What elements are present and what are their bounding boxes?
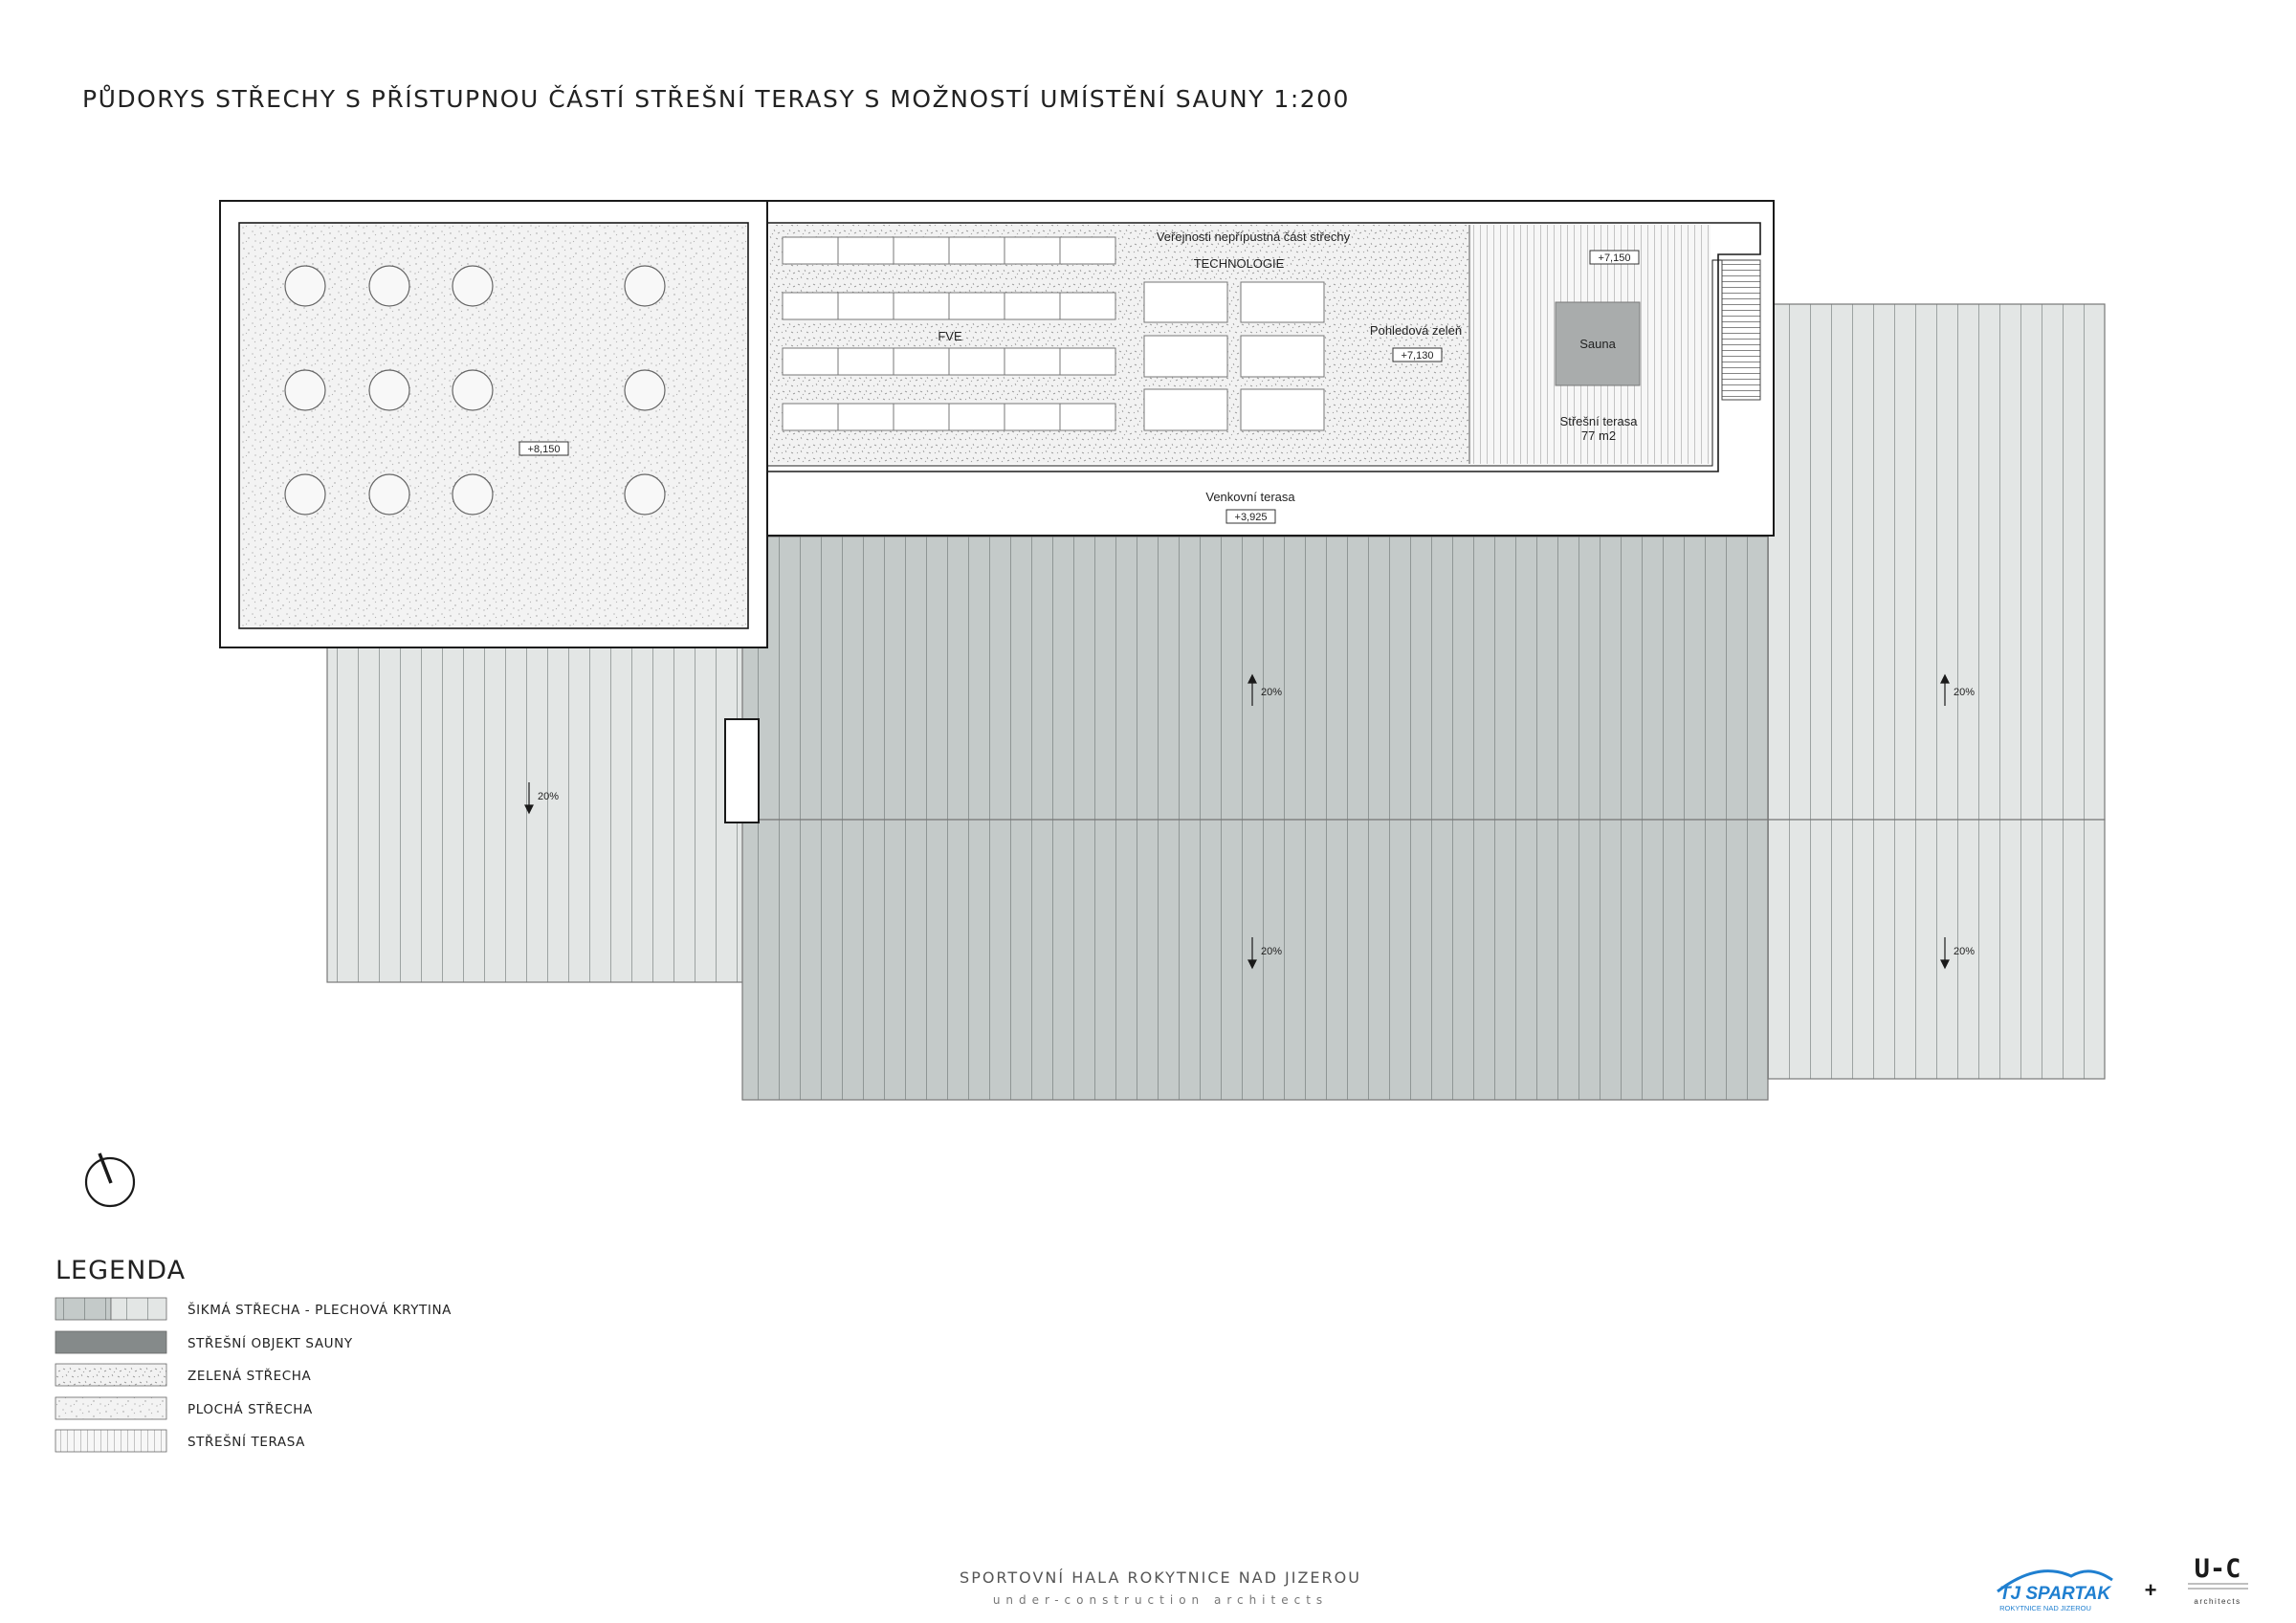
pitched-roof-right-upper — [1768, 304, 2105, 820]
label-pv: FVE — [938, 329, 962, 343]
slope-left: 20% — [538, 791, 560, 802]
terrace-stairs — [1722, 260, 1760, 400]
legend-label-terrace: STŘEŠNÍ TERASA — [188, 1435, 305, 1450]
footer-project: SPORTOVNÍ HALA ROKYTNICE NAD JIZEROU — [960, 1568, 1361, 1587]
level-outdoor-terrace: +3,925 — [1234, 512, 1268, 523]
slope-center-upper: 20% — [1261, 687, 1283, 698]
slope-center-lower: 20% — [1261, 946, 1283, 957]
legend-title: LEGENDA — [55, 1256, 187, 1285]
level-green-roof: +7,130 — [1401, 350, 1434, 362]
logo-plus: + — [2144, 1578, 2157, 1602]
legend-swatch-flat — [55, 1397, 166, 1419]
legend-swatch-pitched — [55, 1298, 111, 1320]
logo-club-name: TJ SPARTAK — [1998, 1584, 2111, 1604]
legend-swatch-sauna — [55, 1331, 166, 1353]
level-flat-roof: +8,150 — [527, 444, 561, 455]
tj-spartak-logo — [1998, 1571, 2112, 1612]
pitched-roof-right-lower — [1768, 820, 2105, 1079]
legend-swatch-terrace — [55, 1430, 166, 1452]
pitched-roof-center-upper — [742, 537, 1768, 820]
logo-club-sub: ROKYTNICE NAD JIZEROU — [1999, 1604, 2091, 1612]
roof-opening — [725, 719, 759, 822]
label-roof-terrace-area: 77 m2 — [1580, 428, 1617, 443]
label-outdoor-terrace: Venkovní terasa — [1205, 490, 1295, 504]
flat-roof-block — [220, 201, 767, 647]
legend-label-sauna: STŘEŠNÍ OBJEKT SAUNY — [188, 1336, 353, 1351]
legend-label-pitched: ŠIKMÁ STŘECHA - PLECHOVÁ KRYTINA — [188, 1303, 453, 1318]
north-arrow-icon — [86, 1153, 134, 1206]
legend-label-flat: PLOCHÁ STŘECHA — [188, 1402, 313, 1417]
label-public-area: Veřejnosti nepřípustná část střechy — [1156, 230, 1351, 244]
legend-label-green: ZELENÁ STŘECHA — [188, 1369, 312, 1384]
drawing-title: PŮDORYS STŘECHY S PŘÍSTUPNOU ČÁSTÍ STŘEŠNÍ TERASY S MOŽNOSTÍ UMÍSTĚNÍ SAUNY 1:200 — [82, 85, 1350, 113]
legend — [55, 1256, 452, 1452]
label-sauna: Sauna — [1579, 337, 1616, 351]
slope-right-lower: 20% — [1954, 946, 1976, 957]
upper-building — [767, 201, 1774, 536]
label-green-view: Pohledová zeleň — [1369, 323, 1463, 338]
label-technology: TECHNOLOGIE — [1193, 256, 1285, 271]
slope-right-upper: 20% — [1954, 687, 1976, 698]
label-roof-terrace: Střešní terasa — [1559, 414, 1638, 428]
pitched-roof-left — [327, 641, 748, 982]
legend-swatch-green — [55, 1364, 166, 1386]
footer-studio: under-construction architects — [992, 1593, 1329, 1607]
level-terrace: +7,150 — [1598, 252, 1631, 264]
logo-uc: U-C — [2194, 1554, 2241, 1584]
logo-uc-sub: architects — [2194, 1597, 2241, 1606]
uc-logo — [2188, 1554, 2248, 1606]
